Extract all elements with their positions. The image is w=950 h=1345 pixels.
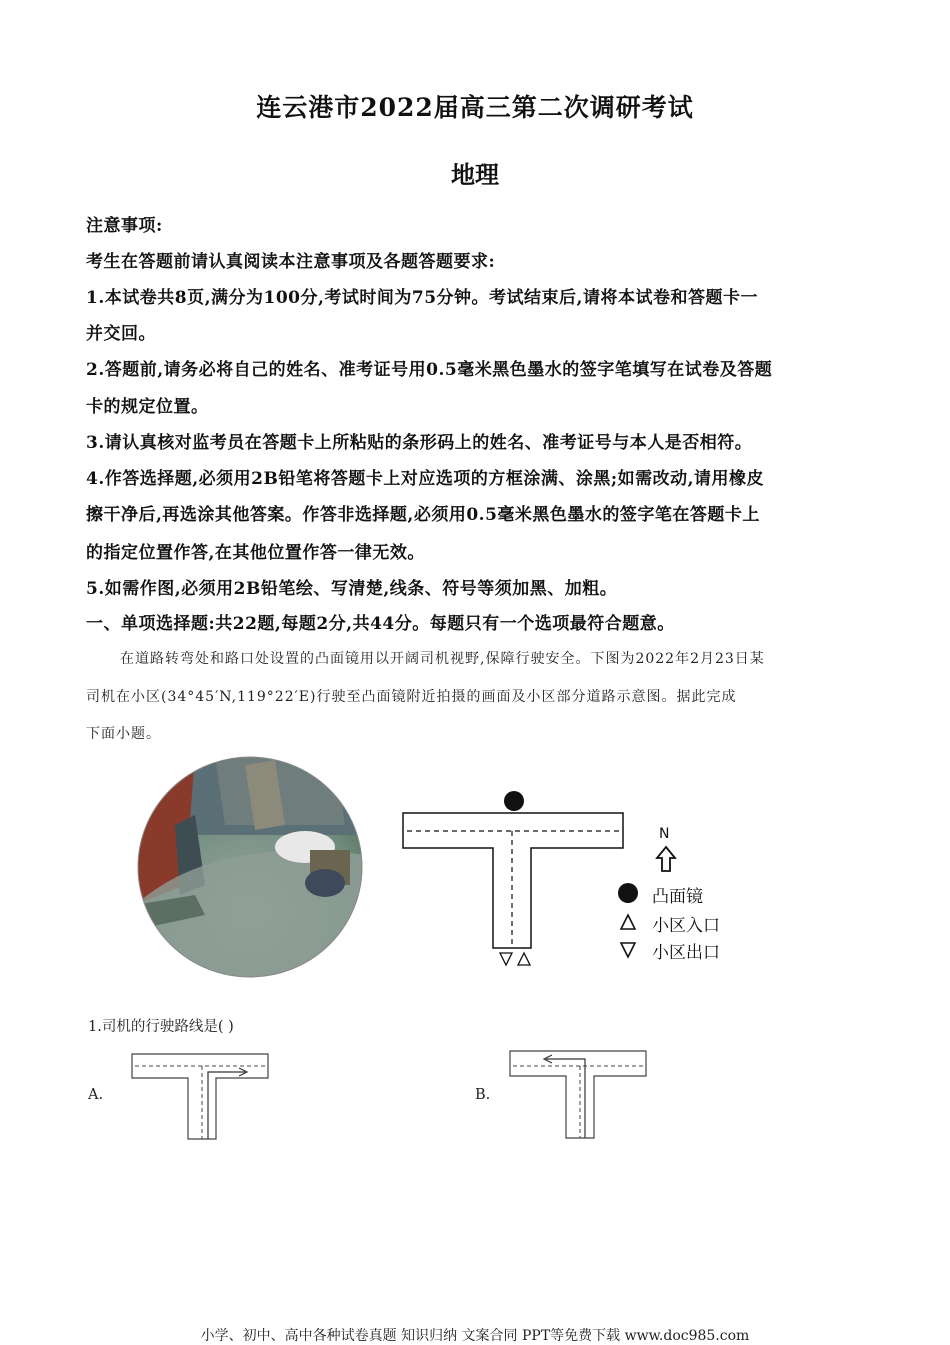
- entrance-marker: [518, 953, 530, 965]
- t-road-outline: [403, 813, 623, 948]
- exam-title: 连云港市2022届高三第二次调研考试: [256, 93, 694, 122]
- road-schematic: [395, 785, 635, 975]
- legend-exit-label: 小区出口: [652, 943, 720, 963]
- notes-line-8: 的指定位置作答,在其他位置作答一律无效。: [86, 543, 425, 563]
- north-label: N: [659, 826, 670, 842]
- north-arrow-icon: [655, 845, 677, 873]
- convex-mirror-marker: [504, 791, 524, 811]
- page-footer: 小学、初中、高中各种试卷真题 知识归纳 文案合同 PPT等免费下载 www.doc985.com: [200, 1328, 750, 1344]
- exit-marker: [500, 953, 512, 965]
- notes-heading: 注意事项:: [86, 216, 163, 236]
- legend-mirror-icon: [617, 882, 639, 904]
- notes-line-9: 5.如需作图,必须用2B铅笔绘、写清楚,线条、符号等须加黑、加粗。: [86, 579, 618, 599]
- legend-entrance-icon: [619, 913, 637, 931]
- notes-line-2: 并交回。: [86, 324, 156, 344]
- passage-line-1: 在道路转弯处和路口处设置的凸面镜用以开阔司机视野,保障行驶安全。下图为2022年2月23日某: [120, 651, 765, 667]
- notes-intro: 考生在答题前请认真阅读本注意事项及各题答题要求:: [86, 252, 496, 272]
- option-b-diagram: [508, 1049, 650, 1141]
- option-b-label: B.: [475, 1087, 491, 1103]
- subject-title: 地理: [451, 160, 499, 189]
- notes-line-7: 擦干净后,再选涂其他答案。作答非选择题,必须用0.5毫米黑色墨水的签字笔在答题卡上: [86, 505, 760, 525]
- option-a-label: A.: [88, 1087, 104, 1103]
- notes-line-1: 1.本试卷共8页,满分为100分,考试时间为75分钟。考试结束后,请将本试卷和答题卡一: [86, 288, 758, 308]
- legend-mirror-label: 凸面镜: [652, 887, 703, 907]
- passage-line-2: 司机在小区(34°45′N,119°22′E)行驶至凸面镜附近拍摄的画面及小区部分道路示意图。据此完成: [86, 689, 737, 705]
- option-a-route-arrow: [208, 1072, 245, 1139]
- legend-exit-icon: [619, 941, 637, 959]
- notes-line-5: 3.请认真核对监考员在答题卡上所粘贴的条形码上的姓名、准考证号与本人是否相符。: [86, 433, 753, 453]
- question-1-stem: 1.司机的行驶路线是( ): [88, 1019, 234, 1035]
- notes-line-6: 4.作答选择题,必须用2B铅笔将答题卡上对应选项的方框涂满、涂黑;如需改动,请用橡皮: [86, 469, 765, 489]
- notes-line-3: 2.答题前,请务必将自己的姓名、准考证号用0.5毫米黑色墨水的签字笔填写在试卷及答题: [86, 360, 773, 380]
- section-heading: 一、单项选择题:共22题,每题2分,共44分。每题只有一个选项最符合题意。: [86, 614, 675, 634]
- notes-line-4: 卡的规定位置。: [86, 397, 209, 417]
- convex-mirror-photo: [135, 755, 365, 980]
- passage-line-3: 下面小题。: [86, 726, 161, 742]
- legend-entrance-label: 小区入口: [652, 916, 720, 936]
- option-a-diagram: [130, 1052, 272, 1142]
